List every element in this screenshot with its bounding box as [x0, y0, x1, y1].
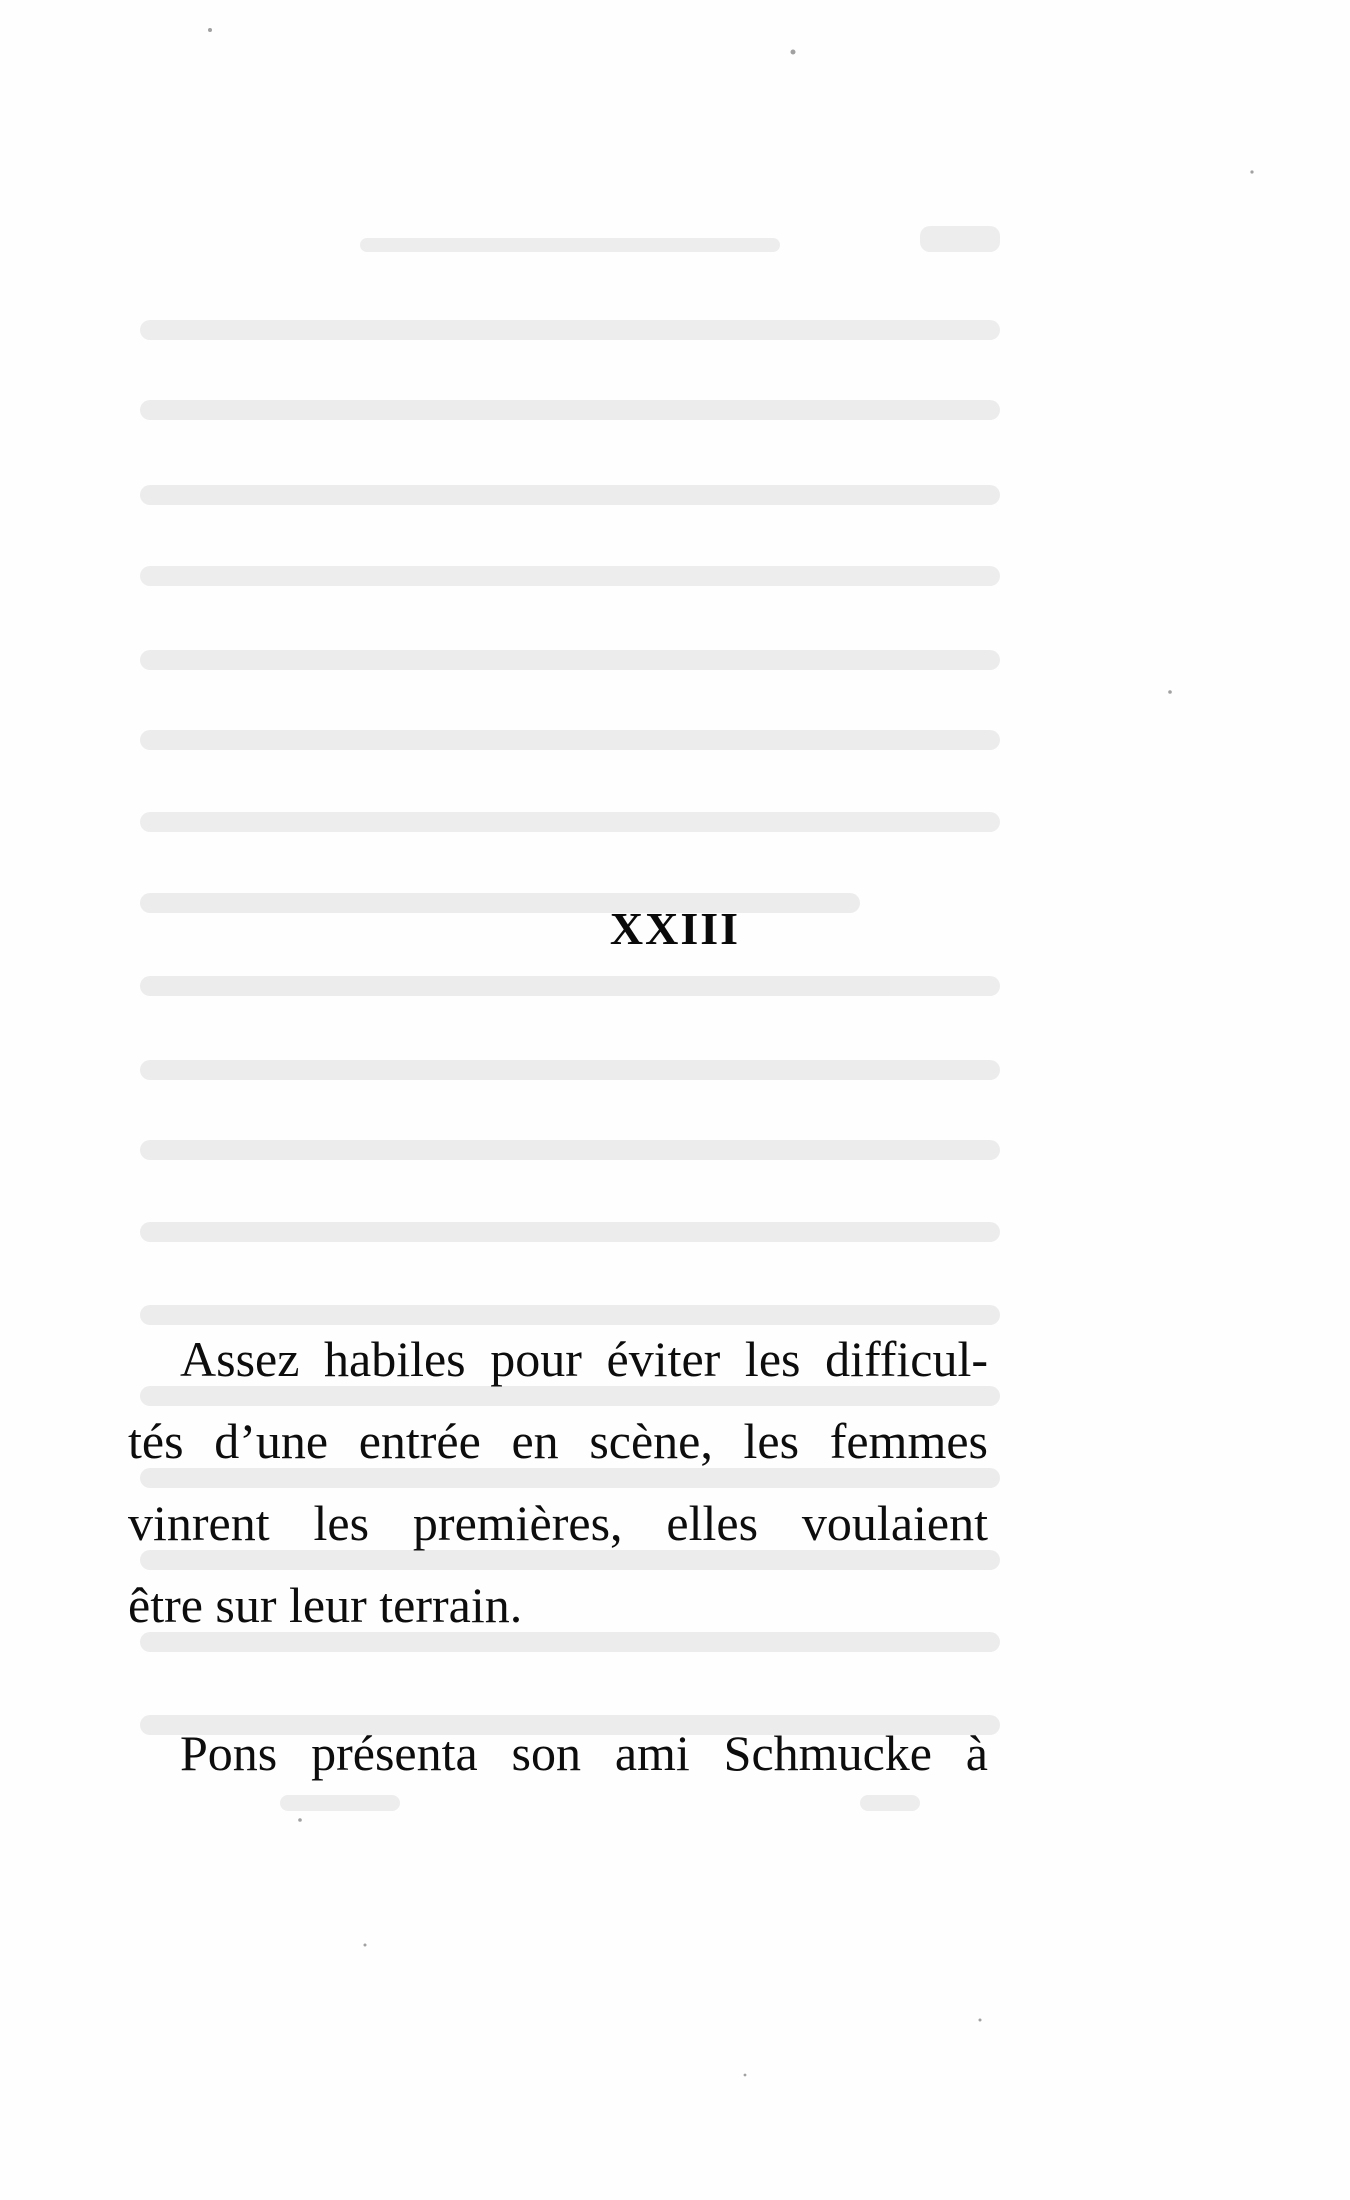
- chapter-heading: XXIII: [609, 903, 741, 954]
- bleed-through-text: [140, 230, 1000, 886]
- page-body: [128, 1318, 988, 1794]
- text-line: tés d’une entrée en scène, les femmes: [128, 1413, 988, 1469]
- text-line: Pons présenta son ami Schmucke à: [180, 1725, 988, 1781]
- text-line: vinrent les premières, elles voulaient: [128, 1495, 988, 1551]
- text-line: Assez habiles pour éviter les difficul-: [180, 1331, 988, 1387]
- text-line: être sur leur terrain.: [128, 1577, 523, 1633]
